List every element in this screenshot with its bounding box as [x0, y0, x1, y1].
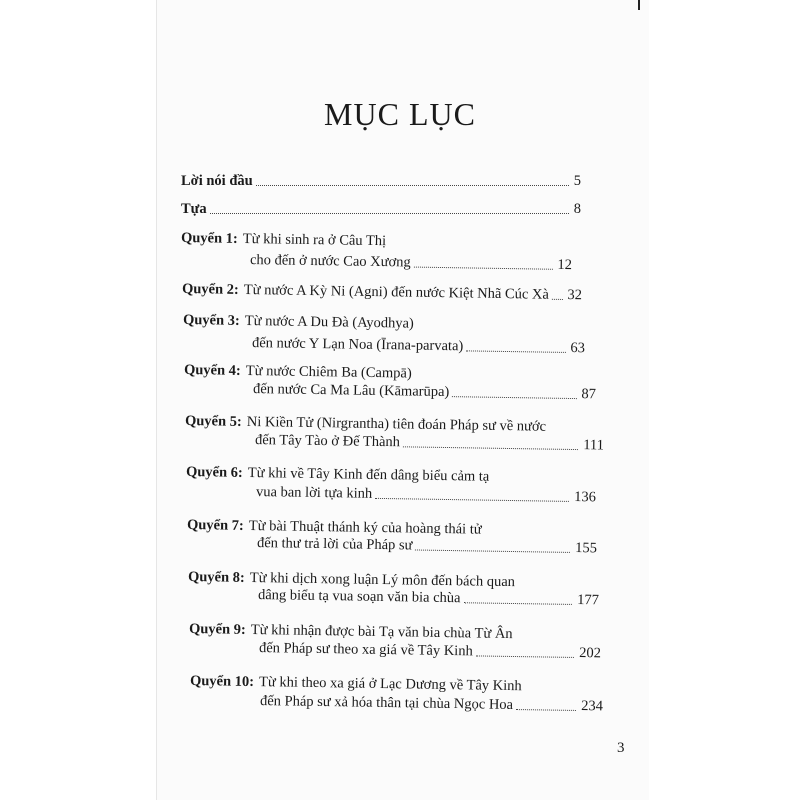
toc-entry-volume-5: [185, 413, 546, 436]
toc-entry-volume-9-cont: [259, 640, 601, 662]
toc-entry-label: Quyển 5:: [184, 413, 242, 430]
dot-leader: [415, 549, 570, 552]
toc-entry-title-line1: Từ khi dịch xong luận Lý môn đến bách quan: [249, 569, 516, 591]
toc-entry-label: Quyển 8:: [187, 569, 245, 586]
toc-entry-volume-6-cont: [256, 484, 596, 506]
toc-entry-volume-3-cont: [252, 335, 585, 357]
toc-entry-label: Quyển 4:: [183, 362, 241, 379]
toc-page-number: 87: [581, 386, 597, 403]
dot-leader: [463, 602, 572, 605]
toc-entry-volume-1-cont: [250, 252, 572, 274]
toc-entry-title-line2: đến Pháp sư xả hóa thân tại chùa Ngọc Hoa: [259, 693, 514, 713]
toc-entry-label: Quyển 9:: [188, 621, 246, 638]
toc-page-number: 63: [570, 340, 586, 357]
toc-entry-volume-8-cont: [258, 587, 599, 609]
toc-entry-volume-10: [190, 673, 522, 695]
toc-entry-volume-1: [181, 230, 386, 250]
toc-entry-title-line1: Từ khi nhận được bài Tạ văn bia chùa Từ Ân: [250, 621, 513, 643]
folio-page-number: 3: [617, 740, 625, 756]
toc-entry-title-line2: đến nước Ca Ma Lâu (Kāmarūpa): [252, 381, 450, 401]
toc-page-number: 234: [581, 698, 604, 715]
toc-entry-title-line1: Từ khi theo xa giá ở Lạc Dương về Tây Kinh: [258, 674, 522, 695]
dot-leader: [256, 185, 569, 186]
toc-entry-preface: [181, 173, 581, 190]
dot-leader: [375, 498, 569, 502]
toc-entry-label: Quyển 7:: [186, 517, 244, 534]
dot-leader: [476, 655, 574, 658]
dot-leader: [403, 446, 578, 450]
dot-leader: [552, 299, 563, 300]
toc-page-number: 32: [567, 287, 583, 304]
toc-page-number: 12: [557, 256, 573, 274]
toc-entry-title-line2: đến Pháp sư theo xa giá về Tây Kinh: [258, 640, 473, 660]
toc-entry-label: Lời nói đầu: [181, 173, 253, 189]
toc-entry-volume-5-cont: [255, 432, 604, 454]
dot-leader: [516, 709, 576, 711]
toc-entry-volume-4: [184, 362, 412, 383]
toc-entry-volume-6: [186, 464, 490, 486]
toc-entry-title-line1: Ni Kiền Tử (Nirgrantha) tiên đoán Pháp sư về nước: [246, 413, 547, 435]
toc-entry-title-line2: đến thư trả lời của Pháp sư: [256, 535, 413, 554]
toc-entry-title-line2: cho đến ở nước Cao Xương: [249, 252, 411, 271]
toc-entry-label: Quyển 10:: [189, 673, 255, 691]
toc-entry-label: Quyển 3:: [182, 312, 240, 329]
toc-entry-volume-9: [189, 621, 513, 643]
toc-entry-label: Quyển 6:: [185, 464, 243, 481]
toc-page-number: 155: [575, 539, 598, 557]
dot-leader: [414, 267, 553, 270]
toc-page-number: 202: [579, 645, 602, 662]
toc-entry-foreword: [181, 201, 581, 218]
toc-entry-label: Quyển 2:: [181, 281, 239, 298]
toc-entry-title-line2: vua ban lời tựa kinh: [255, 484, 373, 502]
toc-page-number: 8: [573, 201, 581, 217]
toc-entry-title-line2: đến Tây Tào ở Đế Thành: [254, 432, 401, 451]
dot-leader: [210, 213, 569, 214]
toc-page-number: 5: [573, 173, 581, 189]
toc-entry-volume-3: [183, 312, 414, 333]
toc-entry-volume-10-cont: [260, 693, 603, 715]
toc-entry-title-line1: Từ nước A Du Đà (Ayodhya): [244, 312, 414, 332]
toc-entry-title-line2: dâng biểu tạ vua soạn văn bia chùa: [257, 587, 461, 607]
page-title: MỤC LỤC: [324, 96, 476, 132]
toc-entry-volume-7-cont: [257, 535, 597, 557]
toc-entry-volume-2: [182, 281, 582, 304]
toc-entry-title-line1: Từ nước Chiêm Ba (Campā): [245, 362, 412, 382]
toc-entry-title-line1: Từ khi về Tây Kinh đến dâng biểu cảm tạ: [247, 464, 490, 485]
toc-entry-label: Tựa: [181, 201, 207, 217]
toc-page-number: 111: [583, 437, 605, 454]
toc-entry-title-line1: Từ khi sinh ra ở Câu Thị: [242, 230, 387, 250]
toc-entry-volume-4-cont: [253, 381, 596, 403]
toc-entry-label: Quyển 1:: [180, 230, 238, 247]
toc-entry-title-line1: Từ nước A Kỳ Ni (Agni) đến nước Kiệt Nhã Cúc Xà: [243, 281, 549, 303]
toc-page-number: 177: [577, 592, 600, 609]
toc-entry-title-line1: Từ bài Thuật thánh ký của hoàng thái tử: [248, 517, 482, 538]
dot-leader: [466, 350, 565, 353]
toc-page-number: 136: [574, 488, 597, 506]
dot-leader: [452, 396, 576, 399]
toc-entry-title-line2: đến nước Y Lạn Noa (Īrana-parvata): [251, 335, 464, 355]
